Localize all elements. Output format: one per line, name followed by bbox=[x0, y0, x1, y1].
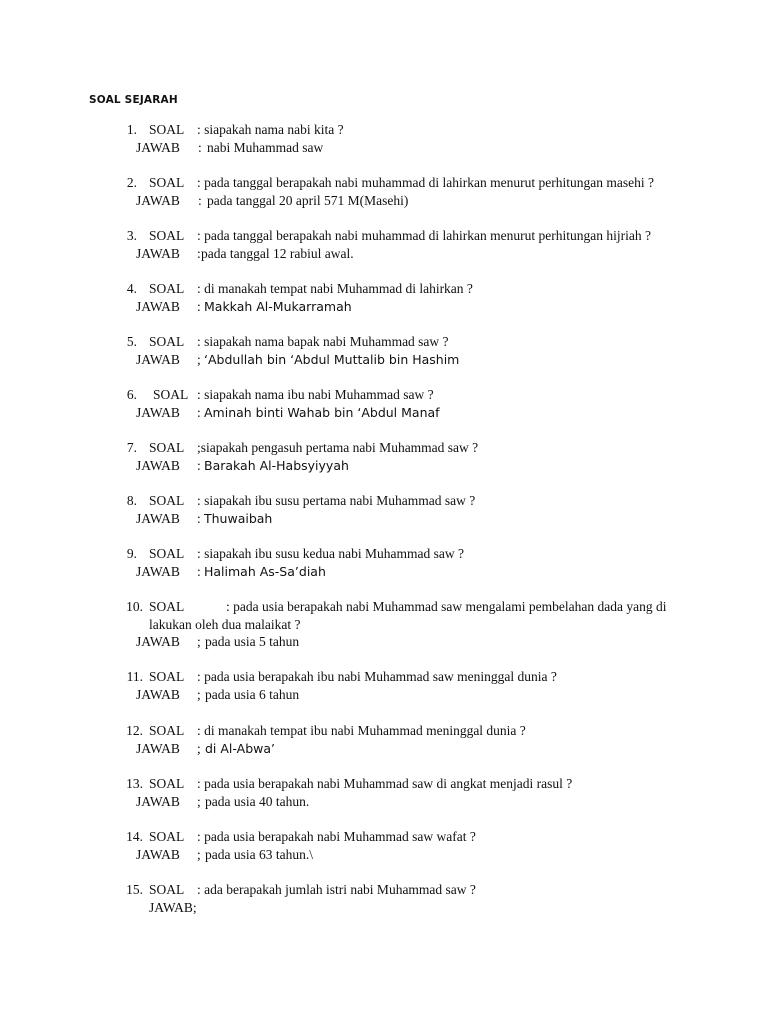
soal-label: SOAL bbox=[149, 281, 185, 296]
document-title: SOAL SEJARAH bbox=[89, 94, 178, 106]
item-number: 8. bbox=[126, 493, 137, 508]
jawab-label: JAWAB bbox=[136, 634, 180, 649]
jawab-label: JAWAB; bbox=[149, 900, 197, 915]
answer-text: Makkah Al-Mukarramah bbox=[204, 299, 352, 314]
answer-text: Halimah As-Sa’diah bbox=[204, 564, 326, 579]
answer-prefix: ; bbox=[197, 634, 201, 649]
answer-prefix: : bbox=[197, 511, 201, 526]
answer-prefix: : bbox=[197, 299, 201, 314]
question-text: : siapakah ibu susu pertama nabi Muhammad saw ? bbox=[197, 493, 476, 508]
soal-label: SOAL bbox=[149, 334, 185, 349]
question-text: : pada usia berapakah ibu nabi Muhammad saw meninggal dunia ? bbox=[197, 669, 557, 684]
answer-prefix: ; bbox=[197, 794, 201, 809]
item-number: 10. bbox=[126, 599, 143, 614]
jawab-label: JAWAB bbox=[136, 458, 180, 473]
jawab-label: JAWAB bbox=[136, 299, 180, 314]
jawab-label: JAWAB bbox=[136, 193, 180, 208]
soal-label: SOAL bbox=[149, 599, 185, 614]
question-text: : ada berapakah jumlah istri nabi Muhammad saw ? bbox=[197, 882, 476, 897]
answer-prefix: : bbox=[197, 458, 201, 473]
answer-prefix: : bbox=[198, 193, 202, 208]
jawab-label: JAWAB bbox=[136, 687, 180, 702]
soal-label: SOAL bbox=[153, 387, 189, 402]
question-text: : pada usia berapakah nabi Muhammad saw mengalami pembelahan dada yang di bbox=[226, 599, 667, 614]
item-number: 4. bbox=[126, 281, 137, 296]
answer-prefix: : bbox=[197, 405, 201, 420]
answer-prefix: : bbox=[198, 140, 202, 155]
question-text: : pada tanggal berapakah nabi muhammad di lahirkan menurut perhitungan hijriah ? bbox=[197, 228, 651, 243]
jawab-label: JAWAB bbox=[136, 246, 180, 261]
item-number: 3. bbox=[126, 228, 137, 243]
item-number: 6. bbox=[126, 387, 137, 402]
jawab-label: JAWAB bbox=[136, 511, 180, 526]
item-number: 2. bbox=[126, 175, 137, 190]
answer-text: pada usia 63 tahun.\ bbox=[205, 847, 313, 862]
jawab-label: JAWAB bbox=[136, 794, 180, 809]
soal-label: SOAL bbox=[149, 175, 185, 190]
answer-text: Barakah Al-Habsyiyyah bbox=[204, 458, 349, 473]
item-number: 13. bbox=[126, 776, 143, 791]
answer-prefix: ; bbox=[197, 847, 201, 862]
item-number: 5. bbox=[126, 334, 137, 349]
answer-text: di Al-Abwa’ bbox=[205, 741, 275, 756]
question-text: : pada tanggal berapakah nabi muhammad di lahirkan menurut perhitungan masehi ? bbox=[197, 175, 654, 190]
question-text: : di manakah tempat nabi Muhammad di lahirkan ? bbox=[197, 281, 473, 296]
soal-label: SOAL bbox=[149, 228, 185, 243]
item-number: 9. bbox=[126, 546, 137, 561]
jawab-label: JAWAB bbox=[136, 564, 180, 579]
question-text: ;siapakah pengasuh pertama nabi Muhammad saw ? bbox=[197, 440, 479, 455]
jawab-label: JAWAB bbox=[136, 352, 180, 367]
item-number: 11. bbox=[126, 669, 143, 684]
soal-label: SOAL bbox=[149, 546, 185, 561]
answer-prefix: ; bbox=[197, 352, 201, 367]
answer-text: pada usia 5 tahun bbox=[205, 634, 300, 649]
answer-text: Thuwaibah bbox=[204, 511, 273, 526]
jawab-label: JAWAB bbox=[136, 405, 180, 420]
soal-label: SOAL bbox=[149, 122, 185, 137]
answer-prefix: ; bbox=[197, 687, 201, 702]
item-number: 12. bbox=[126, 723, 143, 738]
jawab-label: JAWAB bbox=[136, 140, 180, 155]
jawab-label: JAWAB bbox=[136, 741, 180, 756]
jawab-label: JAWAB bbox=[136, 847, 180, 862]
item-number: 14. bbox=[126, 829, 143, 844]
soal-label: SOAL bbox=[149, 882, 185, 897]
answer-text: pada usia 6 tahun bbox=[205, 687, 300, 702]
answer-text: pada tanggal 20 april 571 M(Masehi) bbox=[207, 193, 409, 208]
question-text: : siapakah nama nabi kita ? bbox=[197, 122, 344, 137]
item-number: 1. bbox=[126, 122, 137, 137]
answer-text: pada tanggal 12 rabiul awal. bbox=[201, 246, 354, 261]
question-text: : siapakah nama ibu nabi Muhammad saw ? bbox=[197, 387, 434, 402]
question-text: : siapakah ibu susu kedua nabi Muhammad saw ? bbox=[197, 546, 464, 561]
answer-prefix: : bbox=[197, 564, 201, 579]
soal-label: SOAL bbox=[149, 723, 185, 738]
question-text: : di manakah tempat ibu nabi Muhammad meninggal dunia ? bbox=[197, 723, 526, 738]
soal-label: SOAL bbox=[149, 440, 185, 455]
question-text: : pada usia berapakah nabi Muhammad saw wafat ? bbox=[197, 829, 476, 844]
question-text: : pada usia berapakah nabi Muhammad saw di angkat menjadi rasul ? bbox=[197, 776, 573, 791]
soal-label: SOAL bbox=[149, 493, 185, 508]
question-text: : siapakah nama bapak nabi Muhammad saw ? bbox=[197, 334, 449, 349]
soal-label: SOAL bbox=[149, 776, 185, 791]
answer-text: ‘Abdullah bin ‘Abdul Muttalib bin Hashim bbox=[204, 352, 460, 367]
item-number: 15. bbox=[126, 882, 143, 897]
item-number: 7. bbox=[126, 440, 137, 455]
answer-prefix: ; bbox=[197, 741, 201, 756]
answer-text: Aminah binti Wahab bin ‘Abdul Manaf bbox=[204, 405, 440, 420]
answer-prefix: : bbox=[197, 246, 201, 261]
soal-label: SOAL bbox=[149, 829, 185, 844]
answer-text: pada usia 40 tahun. bbox=[205, 794, 310, 809]
soal-label: SOAL bbox=[149, 669, 185, 684]
answer-text: nabi Muhammad saw bbox=[207, 140, 324, 155]
question-text: lakukan oleh dua malaikat ? bbox=[149, 617, 301, 632]
